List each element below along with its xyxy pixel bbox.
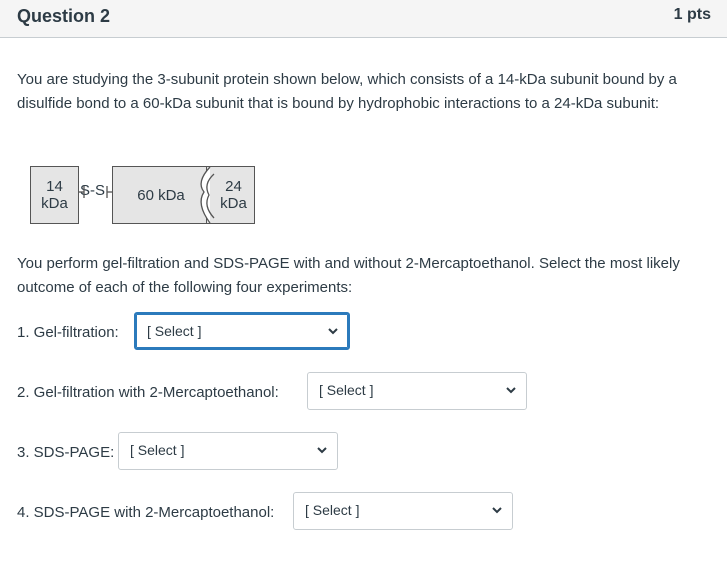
chevron-down-icon [316,444,328,456]
question-1-value: [ Select ] [147,323,202,339]
question-header [0,0,727,38]
subunit-60-label: 60 kDa [137,186,185,204]
bond-lines [28,164,260,226]
subunit-24-number: 24 [225,178,242,195]
chevron-down-icon [491,504,503,516]
question-3-value: [ Select ] [130,442,185,458]
chevron-down-icon [327,325,339,337]
subunit-14-unit: kDa [41,195,68,212]
question-title: Question 2 [17,6,111,26]
question-2-label: 2. Gel-filtration with 2-Mercaptoethanol: [17,384,279,401]
question-1-select[interactable] [134,312,350,350]
chevron-down-icon [505,384,517,396]
question-points: 1 pts [673,6,711,23]
question-4-label: 4. SDS-PAGE with 2-Mercaptoethanol: [17,504,275,521]
subunit-24-unit: kDa [220,195,247,212]
question-2-select[interactable] [307,372,527,410]
instructions-text: You perform gel-filtration and SDS-PAGE with and without 2-Mercaptoethanol. Select the most likely outcome of each of the following four experiments: [17,255,680,296]
question-4-select[interactable] [293,492,513,530]
question-3-select[interactable] [118,432,338,470]
intro-text: You are studying the 3-subunit protein shown below, which consists of a 14-kDa subunit bound by a disulfide bond to a 60-kDa subunit that is bound by hydrophobic interactions to a 24-kDa subunit: [17,71,677,112]
question-3-label: 3. SDS-PAGE: [17,444,115,461]
disulfide-bond-label: S-S [80,182,106,199]
question-1-label: 1. Gel-filtration: [17,324,119,341]
subunit-14-number: 14 [46,178,63,195]
question-2-value: [ Select ] [319,382,374,398]
protein-diagram [28,164,260,226]
question-4-value: [ Select ] [305,502,360,518]
